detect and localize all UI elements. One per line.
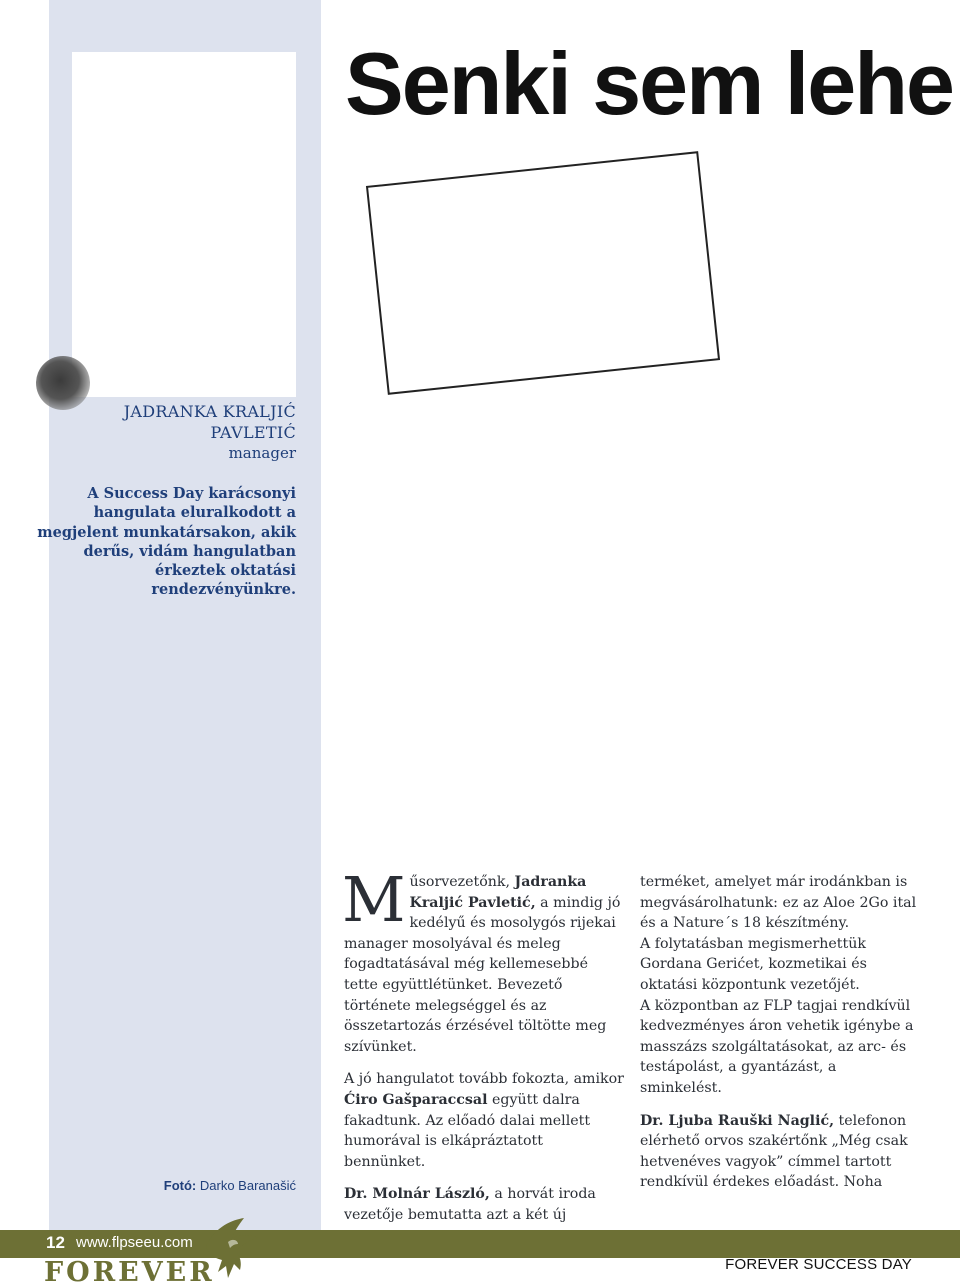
paragraph <box>344 1069 626 1172</box>
text-run: a horvát iroda vezetője bemutatta azt a két új <box>344 1186 596 1223</box>
person-name-inline: Dr. Molnár László, <box>344 1186 490 1203</box>
paragraph: A központban az FLP tagjai rendkívül kedvezményes áron vehetik igénybe a masszázs szolgáltatásokat, az arc- és testápolást, a gyantázást, a sminkelést. <box>640 997 914 1096</box>
brand-logo-text: FOREVER <box>44 1257 215 1288</box>
eagle-logo-icon <box>198 1216 260 1284</box>
text-run: űsorvezetőnk, <box>409 874 515 890</box>
text-run: a mindig jó kedélyű és mosolygós rijekai manager mosolyával és meleg fogadtatásával még kellemesebbé tette együttlétünket. Bevezető története melegséggel és az összetartozás érzésével töltötte meg szívünket. <box>344 894 621 1055</box>
person-name-inline: Jadranka Kraljić Pavletić, <box>409 874 587 911</box>
person-name-inline: Dr. Ljuba Rauški Naglić, <box>640 1112 835 1129</box>
text-run: együtt dalra fakadtunk. Az előadó dalai mellett humorával is elkápráztatott bennünket. <box>344 1091 591 1170</box>
photo-credit-name: Darko Baranašić <box>199 1178 296 1193</box>
article-column-right <box>640 872 922 1205</box>
article-headline: Senki sem lehe <box>345 34 953 133</box>
photo-credit <box>96 1178 296 1193</box>
sidebar-intro: A Success Day karácsonyi hangulata eluralkodott a megjelent munkatársakon, akik derűs, vidám hangulatban érkeztek oktatási rendezvényünkre. <box>37 485 296 599</box>
article-column-left <box>342 863 626 1238</box>
text-run: A jó hangulatot tovább fokozta, amikor <box>344 1071 624 1088</box>
photo-credit-label: Fotó: <box>163 1178 197 1193</box>
portrait-photo <box>72 52 296 397</box>
event-photo <box>366 151 720 395</box>
paragraph <box>344 1184 626 1225</box>
text-run: telefonon elérhető orvos szakértőnk „Még csak hetvenéves vagyok” címmel tartott rendkívül érdekes előadást. Noha <box>640 1112 908 1191</box>
footer-title: FOREVER SUCCESS DAY <box>725 1256 912 1273</box>
page-number: 12 <box>46 1233 65 1252</box>
person-name: JADRANKA KRALJIĆ PAVLETIĆ <box>123 402 296 442</box>
paragraph <box>342 863 626 1057</box>
person-name-inline: Ćiro Gašparaccsal <box>344 1091 488 1108</box>
paragraph: A folytatásban megismerhettük Gordana Gerićet, kozmetikai és oktatási központunk vezetőjét. <box>640 935 867 993</box>
drop-cap: M <box>342 863 406 936</box>
paragraph <box>640 1111 922 1193</box>
site-url[interactable]: www.flpseeu.com <box>76 1234 193 1251</box>
person-role: manager <box>228 444 296 462</box>
paragraph: terméket, amelyet már irodánkban is megvásárolhatunk: ez az Aloe 2Go ital és a Nature´s 18 készítmény. <box>640 874 917 932</box>
